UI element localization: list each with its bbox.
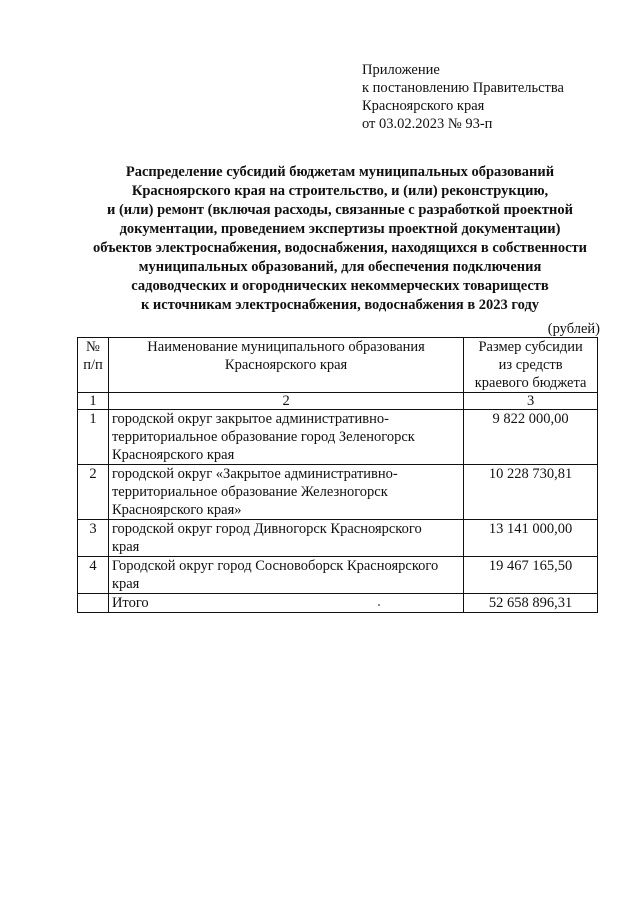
header-name — [108, 338, 463, 393]
title-line: и (или) ремонт (включая расходы, связанные с разработкой проектной — [107, 202, 573, 218]
row-name-line: городской округ город Дивногорск Красноярского — [111, 521, 422, 537]
row-name-line: городской округ «Закрытое административно- — [111, 466, 398, 482]
total-label: Итого — [108, 594, 463, 613]
appendix-line-1: Приложение — [362, 62, 440, 78]
row-name — [108, 465, 463, 520]
row-amount: 19 467 165,50 — [464, 557, 598, 594]
table-row — [78, 410, 598, 465]
row-name-line: территориальное образование Железногорск — [111, 484, 388, 500]
title-line: Распределение субсидий бюджетам муниципальных образований — [125, 164, 555, 180]
row-amount: 10 228 730,81 — [464, 465, 598, 520]
currency-unit-label: (рублей) — [547, 321, 600, 337]
header-name-line: Наименование муниципального образования — [147, 339, 425, 355]
table-total-row — [78, 594, 598, 613]
header-name-line: Красноярского края — [224, 357, 348, 373]
title-line: Красноярского края на строительство, и (или) реконструкцию, — [131, 183, 549, 199]
table-row — [78, 557, 598, 594]
row-name-line: территориальное образование город Зеленогорск — [111, 429, 415, 445]
header-number — [78, 338, 109, 393]
table-row — [78, 465, 598, 520]
row-name-line: Городской округ город Сосновоборск Красноярского — [111, 558, 439, 574]
index-cell: 1 — [78, 393, 109, 410]
row-number: 1 — [78, 410, 109, 465]
row-amount: 9 822 000,00 — [464, 410, 598, 465]
appendix-line-3: Красноярского края — [362, 98, 485, 114]
index-cell: 3 — [464, 393, 598, 410]
appendix-line-2: к постановлению Правительства — [362, 80, 564, 96]
scan-speck — [378, 604, 380, 606]
table-row — [78, 520, 598, 557]
title-line: объектов электроснабжения, водоснабжения, находящихся в собственности — [92, 240, 588, 256]
header-amount-line: из средств — [498, 357, 563, 373]
total-amount: 52 658 896,31 — [464, 594, 598, 613]
title-line: садоводческих и огороднических некоммерческих товариществ — [131, 278, 549, 294]
row-name — [108, 520, 463, 557]
title-line: документации, проведением экспертизы проектной документации) — [119, 221, 561, 237]
table-header-row — [78, 338, 598, 393]
row-number: 3 — [78, 520, 109, 557]
row-name-line: городской округ закрытое административно- — [111, 411, 389, 427]
title-line: муниципальных образований, для обеспечения подключения — [138, 259, 542, 275]
title-line: к источникам электроснабжения, водоснабжения в 2023 году — [140, 297, 540, 313]
index-cell: 2 — [108, 393, 463, 410]
appendix-block — [362, 61, 564, 133]
row-name-line: края — [111, 539, 140, 555]
document-title — [60, 163, 620, 315]
row-amount: 13 141 000,00 — [464, 520, 598, 557]
header-amount-line: Размер субсидии — [478, 339, 583, 355]
header-number-line: п/п — [83, 357, 103, 373]
header-amount — [464, 338, 598, 393]
row-name-line: Красноярского края» — [111, 502, 242, 518]
row-name-line: Красноярского края — [111, 447, 235, 463]
row-number: 2 — [78, 465, 109, 520]
row-name — [108, 410, 463, 465]
header-amount-line: краевого бюджета — [474, 375, 587, 391]
row-name — [108, 557, 463, 594]
appendix-line-4: от 03.02.2023 № 93-п — [362, 116, 493, 132]
row-name-line: края — [111, 576, 140, 592]
row-number: 4 — [78, 557, 109, 594]
table-index-row — [78, 393, 598, 410]
header-number-line: № — [86, 339, 100, 355]
total-number — [78, 594, 109, 613]
subsidy-table — [77, 337, 598, 613]
